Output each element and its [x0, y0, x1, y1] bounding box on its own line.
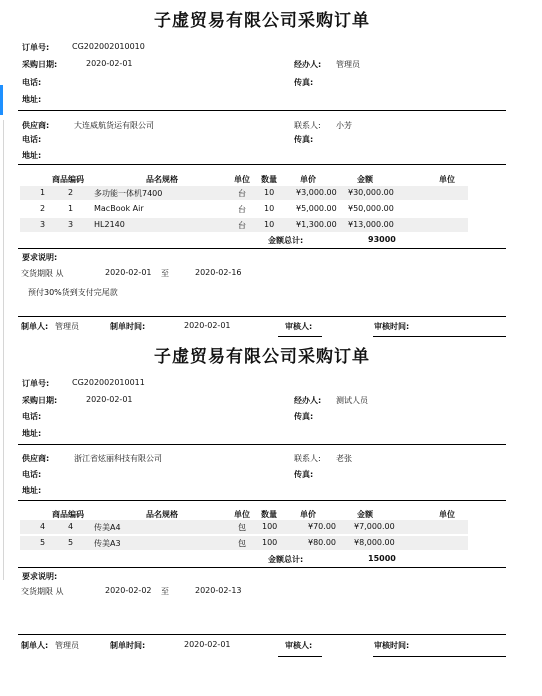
cell-amount: ¥13,000.00 — [348, 220, 394, 229]
maker-value: 管理员 — [55, 322, 79, 331]
cell-unit: 台 — [238, 205, 246, 214]
address-label: 地址: — [22, 95, 42, 104]
cell-amount: ¥7,000.00 — [354, 522, 395, 531]
divider — [18, 634, 506, 635]
order-no-value: CG202002010011 — [72, 378, 145, 387]
purchase-order — [18, 8, 506, 331]
contact-label: 联系人: — [294, 121, 321, 130]
col-code: 商品编码 — [52, 510, 84, 519]
contact-value: 老张 — [336, 454, 352, 463]
address-label: 地址: — [22, 429, 42, 438]
cell-amount: ¥30,000.00 — [348, 188, 394, 197]
reviewer-label: 审核人: — [285, 641, 313, 650]
review-time-underline — [373, 336, 506, 337]
supplier-phone-label: 电话: — [22, 135, 42, 144]
date-row — [22, 395, 133, 406]
total-label: 金额总计: — [268, 236, 304, 245]
maker-value: 管理员 — [55, 641, 79, 650]
supplier-row — [22, 453, 162, 464]
reviewer-underline — [278, 656, 322, 657]
order-no-row — [22, 378, 145, 389]
cell-code: 1 — [68, 204, 74, 213]
maker-label: 制单人: — [21, 322, 49, 331]
cell-qty: 100 — [262, 538, 278, 547]
review-time-label: 审核时间: — [374, 641, 410, 650]
delivery-row — [21, 268, 242, 279]
left-edge-accent — [0, 85, 3, 115]
cell-unit: 包 — [238, 523, 246, 532]
divider — [18, 316, 506, 317]
cell-name: 多功能一体机7400 — [94, 189, 163, 198]
cell-code: 3 — [68, 220, 74, 229]
cell-idx: 2 — [40, 204, 46, 213]
cell-name: MacBook Air — [94, 204, 144, 213]
date-value: 2020-02-01 — [86, 395, 133, 404]
supplier-value: 大连威航货运有限公司 — [74, 121, 154, 130]
table-row — [20, 218, 468, 232]
cell-unit: 台 — [238, 189, 246, 198]
review-time-label: 审核时间: — [374, 322, 410, 331]
total-label: 金额总计: — [268, 555, 304, 564]
delivery-to: 2020-02-13 — [195, 586, 242, 595]
cell-name: 传美A4 — [94, 523, 121, 532]
maker-label: 制单人: — [21, 641, 49, 650]
handler-value: 管理员 — [336, 60, 360, 69]
col-unit-2: 单位 — [439, 510, 455, 519]
divider — [18, 248, 506, 249]
supplier-value: 浙江省炫丽科技有限公司 — [74, 454, 162, 463]
make-time-value: 2020-02-01 — [184, 640, 231, 649]
cell-code: 5 — [68, 538, 74, 547]
divider — [18, 567, 506, 568]
date-row — [22, 59, 133, 70]
contact-label: 联系人: — [294, 454, 321, 463]
col-qty: 数量 — [261, 175, 277, 184]
delivery-label: 交货期限 从 — [21, 587, 64, 596]
order-title: 子虚贸易有限公司采购订单 — [154, 347, 370, 367]
supplier-address-label: 地址: — [22, 151, 42, 160]
signature-row — [21, 321, 410, 332]
order-no-value: CG202002010010 — [72, 42, 145, 51]
cell-qty: 10 — [264, 204, 275, 213]
purchase-order — [18, 344, 506, 650]
divider — [18, 164, 506, 165]
col-name: 品名规格 — [146, 175, 178, 184]
left-edge-panel — [0, 120, 4, 580]
cell-code: 4 — [68, 522, 74, 531]
delivery-from: 2020-02-01 — [105, 268, 152, 277]
col-qty: 数量 — [261, 510, 277, 519]
reviewer-label: 审核人: — [285, 322, 313, 331]
cell-amount: ¥8,000.00 — [354, 538, 395, 547]
date-label: 采购日期: — [22, 396, 58, 405]
order-note: 预付30%货到支付完尾款 — [28, 288, 118, 297]
supplier-label: 供应商: — [22, 454, 50, 463]
cell-amount: ¥50,000.00 — [348, 204, 394, 213]
date-value: 2020-02-01 — [86, 59, 133, 68]
cell-unit: 台 — [238, 221, 246, 230]
contact-value: 小芳 — [336, 121, 352, 130]
requirements-label: 要求说明: — [22, 253, 58, 262]
total-value: 93000 — [368, 235, 396, 244]
date-label: 采购日期: — [22, 60, 58, 69]
fax-label: 传真: — [294, 78, 314, 87]
order-no-row — [22, 42, 145, 53]
handler-row — [294, 395, 368, 406]
requirements-label: 要求说明: — [22, 572, 58, 581]
cell-idx: 5 — [40, 538, 46, 547]
supplier-phone-label: 电话: — [22, 470, 42, 479]
col-code: 商品编码 — [52, 175, 84, 184]
order-no-label: 订单号: — [22, 379, 50, 388]
divider — [18, 500, 506, 501]
make-time-label: 制单时间: — [110, 641, 146, 650]
col-unit-2: 单位 — [439, 175, 455, 184]
col-price: 单价 — [300, 175, 316, 184]
order-no-label: 订单号: — [22, 43, 50, 52]
supplier-row — [22, 120, 154, 131]
delivery-to-label: 至 — [161, 587, 169, 596]
table-row — [20, 202, 468, 216]
delivery-row — [21, 586, 242, 597]
contact-row — [294, 453, 352, 464]
cell-price: ¥1,300.00 — [296, 220, 337, 229]
total-value: 15000 — [368, 554, 396, 563]
col-price: 单价 — [300, 510, 316, 519]
cell-idx: 1 — [40, 188, 46, 197]
make-time-value: 2020-02-01 — [184, 321, 231, 330]
col-amount: 金额 — [357, 510, 373, 519]
col-amount: 金额 — [357, 175, 373, 184]
supplier-label: 供应商: — [22, 121, 50, 130]
cell-price: ¥3,000.00 — [296, 188, 337, 197]
delivery-from: 2020-02-02 — [105, 586, 152, 595]
signature-row — [21, 640, 410, 651]
divider — [18, 110, 506, 111]
cell-code: 2 — [68, 188, 74, 197]
cell-qty: 10 — [264, 220, 275, 229]
table-row — [20, 520, 468, 534]
col-name: 品名规格 — [146, 510, 178, 519]
cell-price: ¥5,000.00 — [296, 204, 337, 213]
cell-price: ¥70.00 — [308, 522, 336, 531]
cell-idx: 4 — [40, 522, 46, 531]
phone-label: 电话: — [22, 78, 42, 87]
delivery-to: 2020-02-16 — [195, 268, 242, 277]
fax-label: 传真: — [294, 412, 314, 421]
handler-value: 测试人员 — [336, 396, 368, 405]
table-row — [20, 536, 468, 550]
delivery-label: 交货期限 从 — [21, 269, 64, 278]
col-unit: 单位 — [234, 175, 250, 184]
handler-label: 经办人: — [294, 396, 322, 405]
cell-price: ¥80.00 — [308, 538, 336, 547]
handler-label: 经办人: — [294, 60, 322, 69]
supplier-fax-label: 传真: — [294, 135, 314, 144]
contact-row — [294, 120, 352, 131]
table-row — [20, 186, 468, 200]
review-time-underline — [373, 656, 506, 657]
cell-qty: 10 — [264, 188, 275, 197]
cell-name: HL2140 — [94, 220, 125, 229]
supplier-address-label: 地址: — [22, 486, 42, 495]
make-time-label: 制单时间: — [110, 322, 146, 331]
cell-name: 传美A3 — [94, 539, 121, 548]
order-title: 子虚贸易有限公司采购订单 — [154, 11, 370, 31]
table-header — [18, 508, 506, 520]
supplier-fax-label: 传真: — [294, 470, 314, 479]
reviewer-underline — [278, 336, 322, 337]
delivery-to-label: 至 — [161, 269, 169, 278]
phone-label: 电话: — [22, 412, 42, 421]
divider — [18, 444, 506, 445]
col-unit: 单位 — [234, 510, 250, 519]
handler-row — [294, 59, 360, 70]
table-header — [18, 173, 506, 185]
cell-idx: 3 — [40, 220, 46, 229]
cell-unit: 包 — [238, 539, 246, 548]
cell-qty: 100 — [262, 522, 278, 531]
